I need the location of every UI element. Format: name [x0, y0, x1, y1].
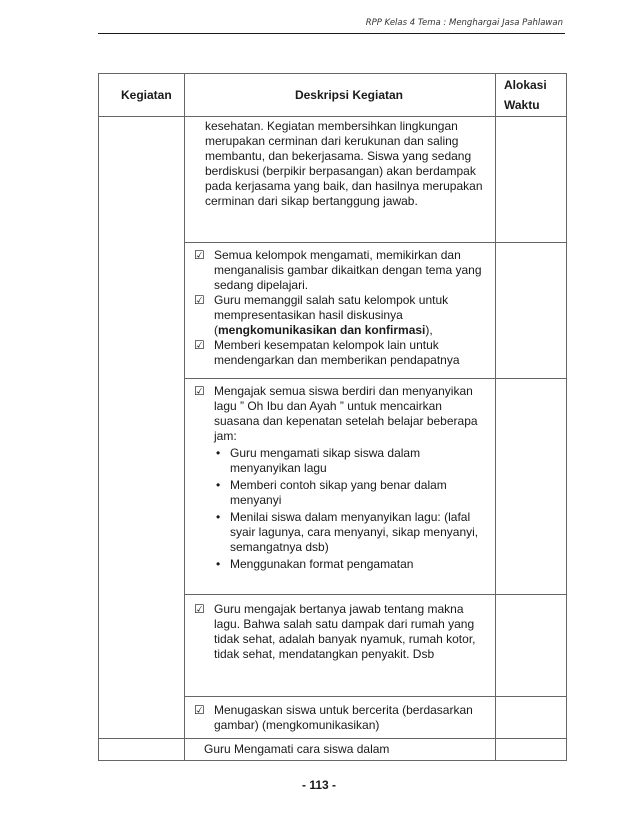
checklist-item: ☑ Guru memanggil salah satu kelompok untuk mempresentasikan hasil diskusinya (mengkomunikasikan dan konfirmasi), — [194, 293, 449, 337]
checkbox-icon: ☑ — [194, 293, 205, 307]
bullet-icon: • — [216, 557, 221, 571]
page-number: - 113 - — [301, 778, 337, 792]
alokasi-cell — [496, 243, 567, 379]
alokasi-cell — [496, 379, 567, 595]
alokasi-cell — [496, 595, 567, 697]
description-cell — [185, 243, 496, 379]
bold-phrase: mengkomunikasikan dan konfirmasi — [218, 323, 426, 337]
checklist-item: ☑ Menugaskan siswa untuk bercerita (berdasarkan gambar) (mengkomunikasikan) — [194, 703, 473, 732]
lesson-activity-table — [98, 73, 567, 761]
alokasi-cell — [496, 117, 567, 243]
bullet-icon: • — [216, 510, 221, 524]
col-header-alokasi — [496, 74, 567, 117]
checklist-item: ☑ Mengajak semua siswa berdiri dan menyanyikan lagu ” Oh Ibu dan Ayah ” untuk mencairkan suasana dan kepenatan setelah belajar beberapa jam: • Guru mengamati sikap siswa dalam menyanyikan lagu • Memberi contoh sikap yang benar dalam menyanyi • Menilai siswa dalam menyanyikan lagu: (lafal syair lagunya, cara menyanyi, sikap menyanyi, semangatnya dsb) • Menggunakan format pengamatan — [204, 384, 489, 572]
continuation-paragraph: kesehatan. Kegiatan membersihkan lingkungan merupakan cerminan dari kerukunan dan saling membantu, dan bekerjasama. Siswa yang sedang berdiskusi (berpikir berpasangan) akan berdampak pada kerjasama yang baik, dan hasilnya merupakan cerminan dari sikap bertanggung jawab. — [205, 119, 483, 208]
bullet-item: • Guru mengamati sikap siswa dalam menyanyikan lagu — [216, 446, 421, 475]
checkbox-icon: ☑ — [194, 703, 205, 717]
col-header-kegiatan: Kegiatan — [99, 74, 185, 117]
description-cell: Guru Mengamati cara siswa dalam — [185, 739, 496, 761]
checkbox-icon: ☑ — [194, 338, 205, 352]
description-cell — [185, 379, 496, 595]
kegiatan-cell — [99, 739, 185, 761]
checkbox-icon: ☑ — [194, 248, 205, 262]
bullet-icon: • — [216, 478, 221, 492]
checklist-item: ☑ Memberi kesempatan kelompok lain untuk mendengarkan dan memberikan pendapatnya — [194, 338, 460, 367]
bullet-item: • Menggunakan format pengamatan — [216, 557, 414, 571]
table-row — [99, 739, 567, 761]
kegiatan-cell — [99, 117, 185, 739]
bullet-item: • Memberi contoh sikap yang benar dalam menyanyi — [216, 478, 447, 507]
description-cell — [185, 117, 496, 243]
checklist-item: ☑ Guru mengajak bertanya jawab tentang makna lagu. Bahwa salah satu dampak dari rumah yang tidak sehat, adalah banyak nyamuk, rumah kotor, tidak sehat, mendatangkan penyakit. Dsb — [194, 602, 476, 661]
bullet-icon: • — [216, 446, 221, 460]
alokasi-cell — [496, 739, 567, 761]
checkbox-icon: ☑ — [194, 384, 205, 398]
running-header: RPP Kelas 4 Tema : Menghargai Jasa Pahlawan — [365, 18, 563, 28]
col-header-alokasi-line2: Waktu — [504, 98, 540, 112]
checkbox-icon: ☑ — [194, 602, 205, 616]
table-row — [99, 117, 567, 243]
checklist-item: ☑ Semua kelompok mengamati, memikirkan dan menganalisis gambar dikaitkan dengan tema yang sedang dipelajari. — [194, 248, 482, 292]
bullet-item: • Menilai siswa dalam menyanyikan lagu: (lafal syair lagunya, cara menyanyi, sikap menyanyi, semangatnya dsb) — [216, 510, 479, 554]
description-cell — [185, 595, 496, 697]
table-header-row — [99, 74, 567, 117]
col-header-alokasi-line1: Alokasi — [504, 78, 547, 92]
header-rule — [98, 33, 565, 34]
description-cell — [185, 697, 496, 739]
col-header-deskripsi: Deskripsi Kegiatan — [185, 74, 496, 117]
alokasi-cell — [496, 697, 567, 739]
